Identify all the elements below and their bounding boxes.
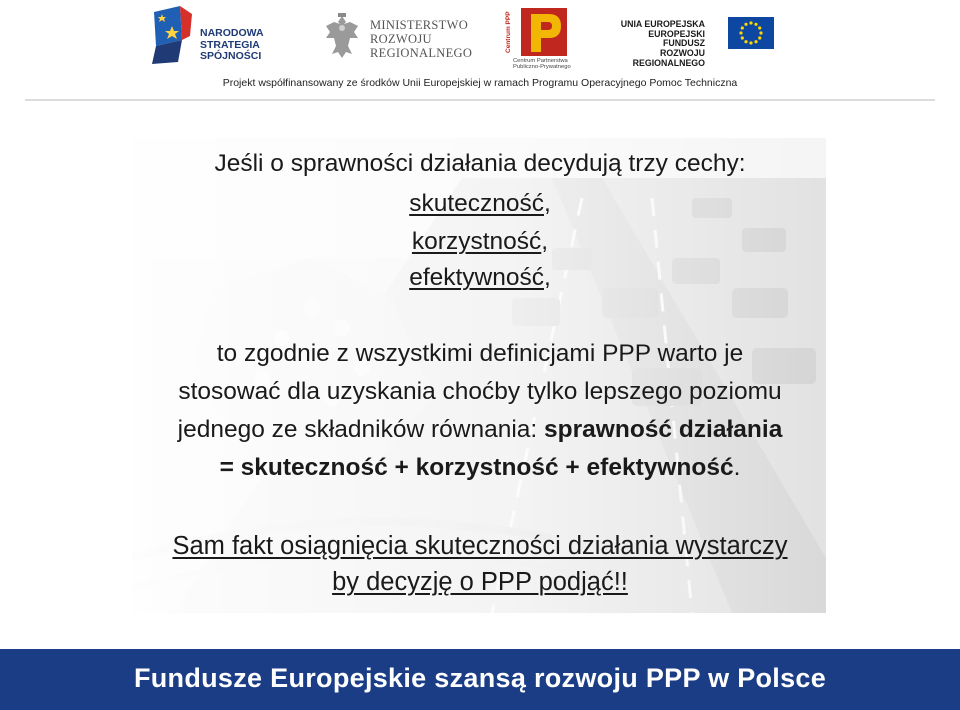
- cppp-p-mark-icon: [519, 6, 569, 58]
- footer-slogan: Fundusze Europejskie szansą rozwoju PPP w Polsce: [133, 663, 827, 693]
- comma: ,: [541, 228, 549, 255]
- equation-lhs: sprawność działania: [544, 416, 783, 443]
- equation-rhs: = skuteczność + korzystność + efektywność: [219, 454, 734, 481]
- intro-line: [0, 150, 960, 178]
- conclusion-text-1: Sam fakt osiągnięcia skuteczności działania wystarczy: [172, 532, 788, 560]
- nss-line2: STRATEGIA SPÓJNOŚCI: [200, 38, 262, 63]
- paragraph-text-2: stosować dla uzyskania choćby tylko lepszego poziomu: [178, 378, 782, 405]
- paragraph-line-4: [0, 454, 960, 482]
- mrr-line2: ROZWOJU: [370, 32, 432, 46]
- feature-korzystnosc-line: [0, 228, 960, 256]
- mrr-line3: REGIONALNEGO: [370, 46, 473, 60]
- nss-line1: NARODOWA: [200, 27, 264, 39]
- feature-efektywnosc: efektywność: [409, 264, 544, 291]
- cppp-sub1: Centrum Partnerstwa: [513, 58, 568, 64]
- paragraph-line-3: [0, 416, 960, 444]
- mrr-logo: [322, 8, 472, 68]
- period: .: [733, 454, 741, 481]
- conclusion-line-1: [0, 532, 960, 561]
- cppp-subtitle: [513, 58, 571, 71]
- header-divider: [25, 99, 935, 101]
- cofinancing-caption: Projekt współfinansowany ze środków Unii Europejskiej w ramach Programu Operacyjnego Pomoc Techniczna: [222, 77, 738, 89]
- feature-korzystnosc: korzystność: [411, 228, 542, 255]
- ue-line2: EUROPEJSKI FUNDUSZ: [648, 28, 705, 49]
- intro-text: Jeśli o sprawności działania decydują trzy cechy:: [214, 150, 746, 177]
- header: [0, 0, 960, 100]
- paragraph-text-1: to zgodnie z wszystkimi definicjami PPP warto je: [216, 340, 744, 367]
- comma: ,: [544, 190, 551, 217]
- nss-flag-icon: [152, 6, 194, 64]
- footer-banner: [0, 649, 960, 710]
- cppp-logo: [505, 2, 575, 74]
- feature-skutecznosc-line: [0, 190, 960, 218]
- ue-line3: ROZWOJU REGIONALNEGO: [632, 48, 705, 68]
- nss-logo: [152, 6, 302, 66]
- feature-efektywnosc-line: [0, 264, 960, 292]
- eu-flag-icon: [728, 17, 774, 49]
- conclusion-line-2: [0, 568, 960, 597]
- feature-skutecznosc: skuteczność: [409, 190, 544, 217]
- eu-logo: [605, 14, 805, 68]
- mrr-line1: MINISTERSTWO: [370, 18, 469, 32]
- eagle-emblem-icon: [322, 12, 362, 60]
- cppp-sub2: Publiczno-Prywatnego: [513, 64, 571, 71]
- paragraph-line-1: [0, 340, 960, 368]
- paragraph-line-2: [0, 378, 960, 406]
- comma: ,: [544, 264, 551, 291]
- paragraph-text-3: jednego ze składników równania:: [177, 416, 545, 443]
- cppp-side-label: Centrum PPP: [505, 11, 512, 53]
- ue-line1: UNIA EUROPEJSKA: [620, 19, 705, 29]
- conclusion-text-2: by decyzję o PPP podjąć!!: [332, 568, 628, 596]
